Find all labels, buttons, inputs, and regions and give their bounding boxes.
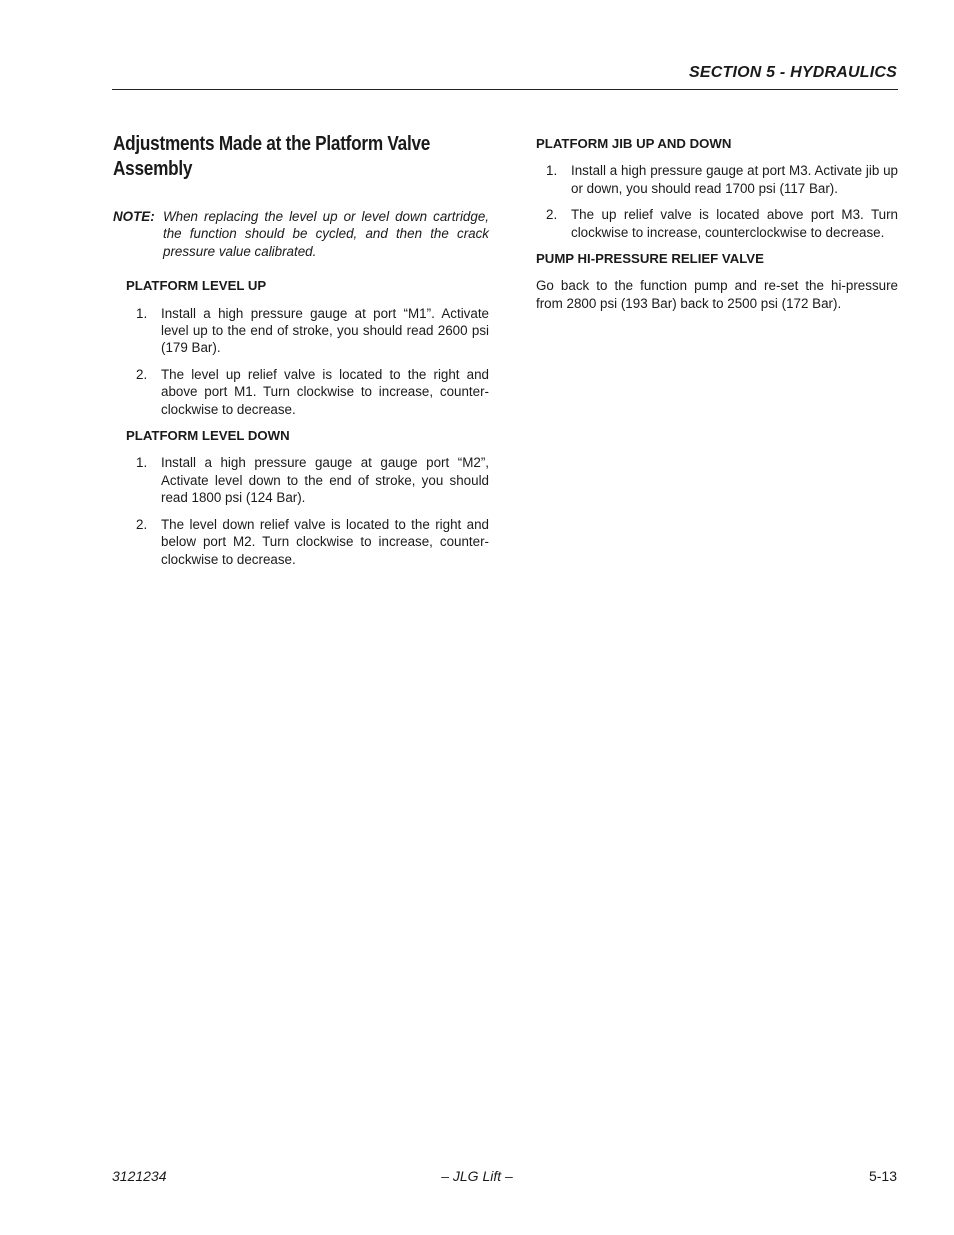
- item-text: Install a high pressure gauge at port M3. Activate jib up or down, you should read 1700 psi (117 Bar).: [571, 163, 898, 196]
- item-text: Install a high pressure gauge at gauge port “M2”, Activate level down to the end of stroke, you should read 1800 psi (124 Bar).: [161, 455, 489, 506]
- list-item: [536, 206, 898, 241]
- list-item: [113, 516, 489, 568]
- item-text: The level up relief valve is located to the right and above port M1. Turn clockwise to increase, counter-clockwise to decrease.: [161, 366, 489, 417]
- item-number: 1.: [136, 305, 148, 321]
- right-column: [536, 135, 898, 312]
- list-item: [113, 366, 489, 418]
- footer-doc-number: 3121234: [112, 1168, 167, 1184]
- pump-paragraph: Go back to the function pump and re-set the hi-pressure from 2800 psi (193 Bar) back to 2500 psi (172 Bar).: [536, 278, 898, 311]
- header-divider: [112, 89, 898, 90]
- level-up-steps: [113, 305, 489, 418]
- level-down-steps: [113, 454, 489, 567]
- subhead-platform-level-up: PLATFORM LEVEL UP: [126, 278, 267, 294]
- footer-publisher: – JLG Lift –: [441, 1168, 513, 1184]
- note-block: [113, 208, 489, 260]
- list-item: [536, 162, 898, 197]
- section-title: SECTION 5 - HYDRAULICS: [689, 64, 897, 81]
- item-number: 2.: [136, 516, 148, 532]
- item-number: 2.: [546, 207, 558, 223]
- item-number: 2.: [136, 366, 148, 382]
- note-text: When replacing the level up or level down cartridge, the function should be cycled, and then the crack pressure value calibrated.: [163, 209, 489, 259]
- item-text: The level down relief valve is located to the right and below port M2. Turn clockwise to increase, counter-clockwise to decrease.: [161, 516, 489, 567]
- list-item: [113, 454, 489, 506]
- subhead-platform-jib: PLATFORM JIB UP AND DOWN: [536, 136, 732, 151]
- item-number: 1.: [546, 163, 558, 179]
- list-item: [113, 305, 489, 357]
- footer-page-number: 5-13: [868, 1168, 897, 1184]
- item-text: The up relief valve is located above port M3. Turn clockwise to increase, counterclockwise to decrease.: [571, 207, 898, 240]
- subhead-platform-level-down: PLATFORM LEVEL DOWN: [126, 428, 290, 444]
- page-heading: Adjustments Made at the Platform Valve Assembly: [113, 133, 431, 180]
- jib-steps: [536, 162, 898, 241]
- note-label: NOTE:: [113, 209, 155, 224]
- left-column: [113, 132, 489, 577]
- item-number: 1.: [136, 455, 148, 471]
- item-text: Install a high pressure gauge at port “M1”. Activate level up to the end of stroke, you should read 2600 psi (179 Bar).: [161, 305, 489, 356]
- subhead-pump-relief: PUMP HI-PRESSURE RELIEF VALVE: [536, 251, 764, 267]
